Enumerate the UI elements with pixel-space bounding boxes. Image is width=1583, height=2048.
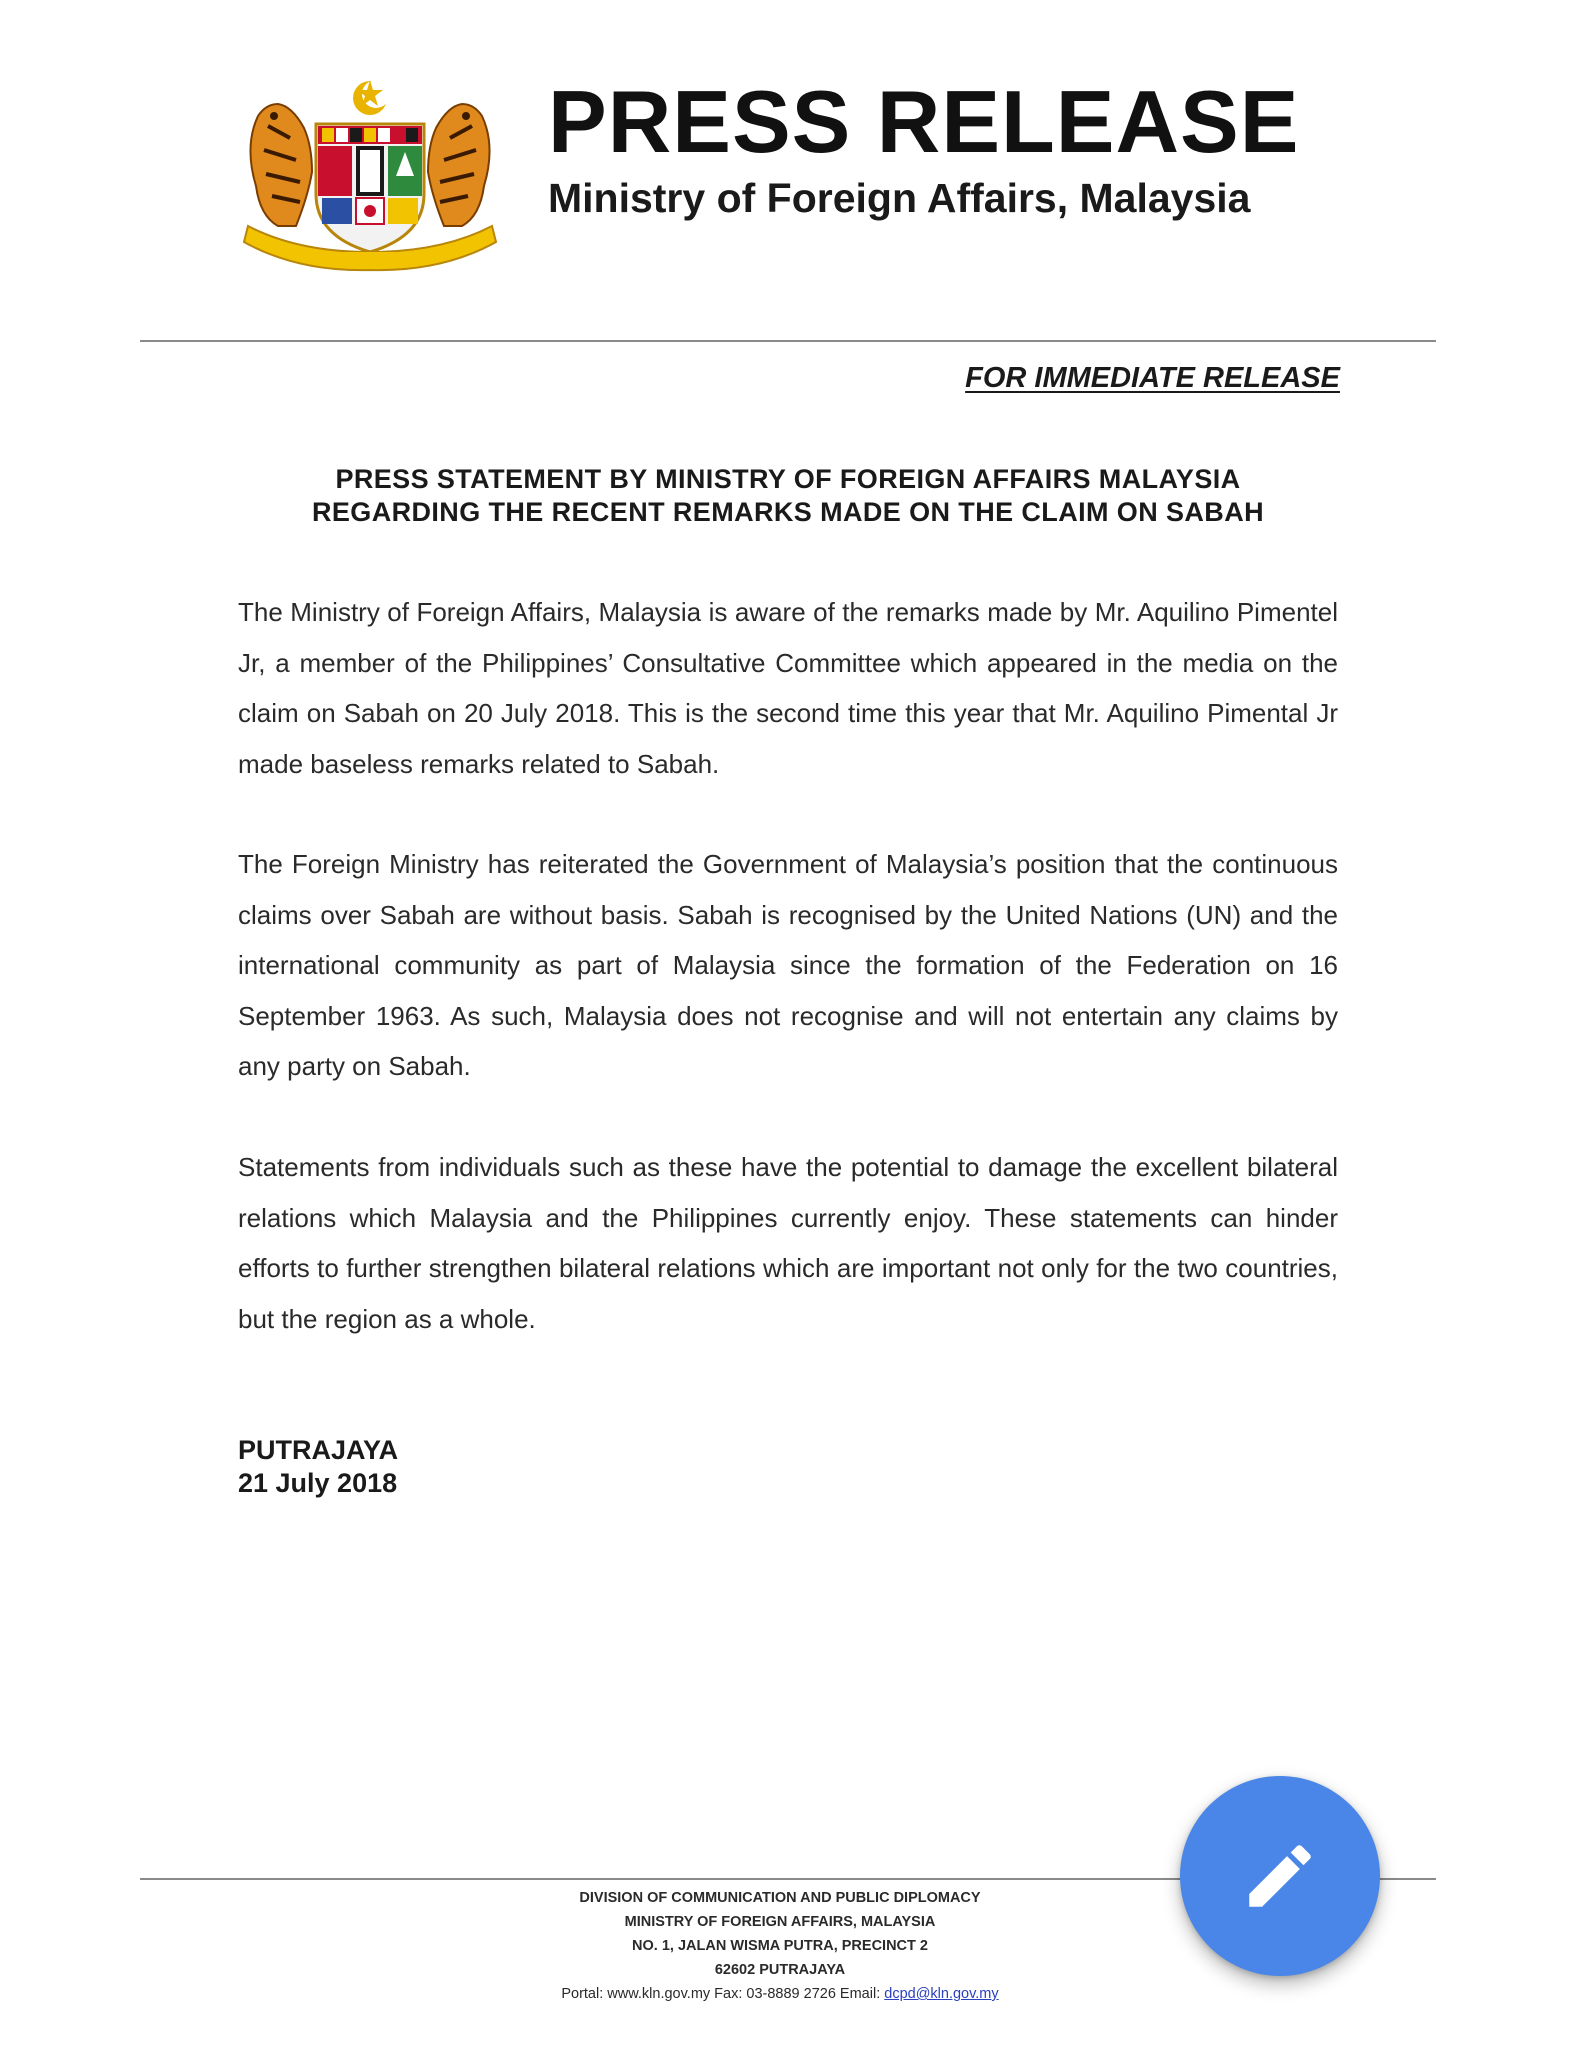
footer-address-block: [440, 1886, 1120, 2006]
press-release-title: PRESS RELEASE: [548, 72, 1300, 171]
body-paragraph-3: Statements from individuals such as these have the potential to damage the excellent bilateral relations which Malaysia and the Philippines currently enjoy. These statements can hinder efforts to further strengthen bilateral relations which are important not only for the two countries, but the region as a whole.: [238, 1152, 1338, 1334]
footer-contact-text: Portal: www.kln.gov.my Fax: 03-8889 2726 Email:: [561, 1986, 885, 2002]
body-paragraph-1: The Ministry of Foreign Affairs, Malaysia is aware of the remarks made by Mr. Aquilino Pimentel Jr, a member of the Philippines’ Consultative Committee which appeared in the media on the claim on Sabah on 20 July 2018. This is the second time this year that Mr. Aquilino Pimental Jr made baseless remarks related to Sabah.: [238, 597, 1338, 779]
release-tag: FOR IMMEDIATE RELEASE: [965, 362, 1340, 394]
footer-email-link[interactable]: dcpd@kln.gov.my: [884, 1986, 999, 2002]
signoff: [238, 1434, 398, 1500]
footer-contact: [440, 1982, 1120, 2006]
footer-postcode: 62602 PUTRAJAYA: [714, 1962, 846, 1978]
signoff-date: 21 July 2018: [238, 1468, 398, 1498]
coat-of-arms-logo: [238, 76, 502, 272]
headline-line-2: REGARDING THE RECENT REMARKS MADE ON THE CLAIM ON SABAH: [311, 497, 1264, 527]
edit-fab-button[interactable]: [1180, 1776, 1380, 1976]
footer-ministry: MINISTRY OF FOREIGN AFFAIRS, MALAYSIA: [624, 1914, 936, 1930]
body-paragraph-2: The Foreign Ministry has reiterated the Government of Malaysia’s position that the continuous claims over Sabah are without basis. Sabah is recognised by the United Nations (UN) and the international community as part of Malaysia since the formation of the Federation on 16 September 1963. As such, Malaysia does not recognise and will not entertain any claims by any party on Sabah.: [238, 849, 1338, 1081]
headline-line-1: PRESS STATEMENT BY MINISTRY OF FOREIGN AFFAIRS MALAYSIA: [335, 464, 1241, 494]
signoff-place: PUTRAJAYA: [238, 1435, 399, 1465]
ministry-subtitle: Ministry of Foreign Affairs, Malaysia: [548, 175, 1251, 221]
header-divider: [140, 340, 1436, 342]
footer-address: NO. 1, JALAN WISMA PUTRA, PRECINCT 2: [632, 1938, 928, 1954]
statement-headline: [238, 463, 1338, 529]
pencil-icon: [1239, 1835, 1321, 1917]
footer-division: DIVISION OF COMMUNICATION AND PUBLIC DIPLOMACY: [579, 1890, 981, 1906]
